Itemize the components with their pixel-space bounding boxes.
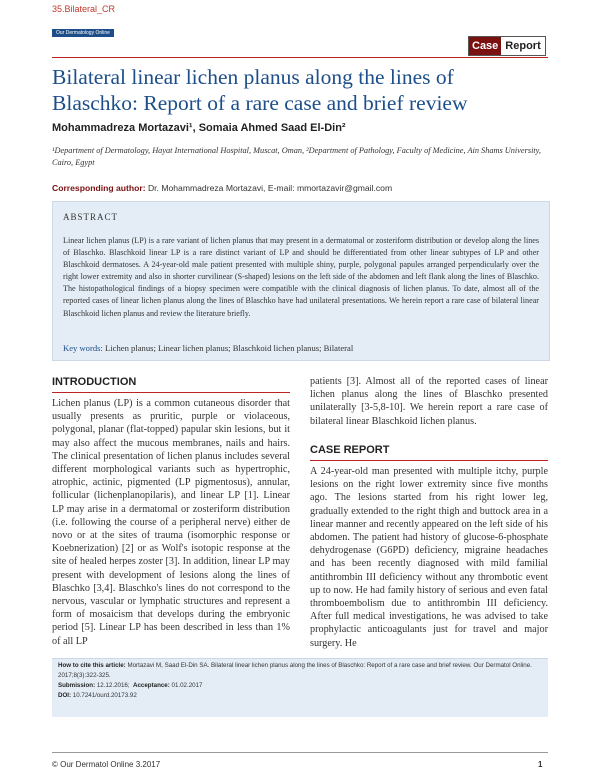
badge-case: Case bbox=[469, 37, 501, 55]
cite-label: How to cite this article: bbox=[58, 662, 126, 669]
page-number: 1 bbox=[538, 760, 543, 769]
case-report-text: A 24-year-old man presented with multiple itchy, purple lesions on the right lower extremity since five months ago. The lesions started from his right lower leg, gradually extended to the right thigh and buttock area in a linear manner and recently appeared on the left side of his abdomen. The patient had history of glucose-6-phosphate dehydrogenase (G6PD) deficiency, migraine headaches and has been recently diagnosed with mild familial antithrombin III deficiency without any thrombotic event up to now. He had family history of serious and even fatal thromboembolism due to antithrombin III deficiency. After full medical investigations, he was advised to take prophylactic anticoagulants just for travel and major surgery. He bbox=[310, 466, 548, 649]
footer-rule bbox=[52, 752, 548, 753]
case-report-rule bbox=[310, 460, 548, 461]
submission-label: Submission: bbox=[58, 682, 96, 689]
cite-line bbox=[58, 661, 542, 681]
doi-value: 10.7241/ourd.20173.92 bbox=[71, 692, 137, 699]
doi-label: DOI: bbox=[58, 692, 72, 699]
corresponding-text: Dr. Mohammadreza Mortazavi, E-mail: mmortazavir@gmail.com bbox=[145, 183, 393, 193]
dates-line bbox=[58, 681, 542, 691]
acceptance-date: 01.02.2017 bbox=[169, 682, 203, 689]
affiliations: ¹Department of Dermatology, Hayat International Hospital, Muscat, Oman, ²Department of Pathology, Faculty of Medicine, Ain Shams University, Cairo, Egypt bbox=[52, 146, 541, 167]
submission-date: 12.12.2016; bbox=[95, 682, 130, 689]
article-title: Bilateral linear lichen planus along the lines of Blaschko: Report of a rare case and brief review bbox=[52, 65, 468, 115]
corresponding-label: Corresponding author: bbox=[52, 183, 146, 193]
authors: Mohammadreza Mortazavi¹, Somaia Ahmed Saad El-Din² bbox=[52, 122, 346, 134]
abstract-text: Linear lichen planus (LP) is a rare variant of lichen planus that may present in a dermatomal or zosteriform distribution or develop along the lines of Blaschko. Blaschkoid linear LP is a rare distinct variant of LP and should be differentiated from other linear subtypes of LP and other Blaschkoid dermatoses. A 24-year-old male patient presented with multiple shiny, purple, polygonal papules arranged perpendicularly over the right lower extremity and also in shorter curvilinear (S-shaped) lesions on the left side of the abdomen and left flank along the lines of Blaschko. The histopathological findings of a biopsy specimen were compatible with the clinical diagnosis of lichen planus. To date, almost all of the reported cases of linear lichen planus along the lines of Blaschko have had unilateral presentations. We herein report a rare case of bilateral linear Blaschkoid lichen planus and review the literature briefly. bbox=[63, 236, 539, 318]
introduction-continued: patients [3]. Almost all of the reported cases of linear lichen planus along the lines of Blaschko presented unilaterally [3-5,8-10]. We herein report a rare case of bilateral linear Blaschkoid lichen planus. bbox=[310, 376, 548, 427]
doi-line bbox=[58, 691, 542, 701]
header-rule bbox=[52, 57, 548, 58]
keywords bbox=[63, 343, 353, 353]
cite-text: Mortazavi M, Saad El-Din SA. Bilateral linear lichen planus along the lines of Blaschko: Report of a rare case and brief review. Our Dermatol Online. 2017;8(3):322-325. bbox=[58, 662, 532, 679]
introduction-rule bbox=[52, 392, 290, 393]
article-type-badge bbox=[468, 36, 546, 56]
article-id: 35.Bilateral_CR bbox=[52, 4, 116, 14]
badge-report: Report bbox=[505, 40, 541, 52]
keywords-text: Lichen planus; Linear lichen planus; Blaschkoid lichen planus; Bilateral bbox=[102, 343, 354, 353]
abstract-heading: ABSTRACT bbox=[63, 212, 119, 222]
case-report-heading: CASE REPORT bbox=[310, 444, 390, 456]
introduction-heading: INTRODUCTION bbox=[52, 376, 137, 388]
acceptance-label: Acceptance: bbox=[133, 682, 170, 689]
introduction-text: Lichen planus (LP) is a common cutaneous disorder that usually presents as pruritic, purple or violaceous, polygonal, planar (flat-topped) papular skin lesions, but it may also affect the mucous membranes, nails and hairs. The clinical presentation of lichen planus includes several different morphological variants such as hypertrophic, atrophic, actinic, pigmented (LP pigmentosus), annular, follicular (lichenplanopilaris), and linear LP [1]. Linear LP may arise in a dermatomal or zosteriform distribution (i.e. following the course of a peripheral nerve) either de novo or at the sites of trauma (isomorphic response or Koebnerization) [2] or as Wolf's isotopic response at the site of healed herpes zoster [3]. In addition, linear LP may present with development of lesions along the lines of Blaschko [3,4]. Blaschko's lines do not correspond to the nervous, vascular or lymphatic structures and represent a form of mosaicism that develops during the embryonic period [5]. Linear LP has been described in less than 1% of all LP bbox=[52, 398, 290, 647]
corresponding-author bbox=[52, 183, 392, 193]
copyright: © Our Dermatol Online 3.2017 bbox=[52, 760, 161, 769]
journal-tag: Our Dermatology Online bbox=[52, 29, 114, 37]
citation-info bbox=[58, 661, 542, 701]
keywords-label: Key words: bbox=[63, 343, 103, 353]
